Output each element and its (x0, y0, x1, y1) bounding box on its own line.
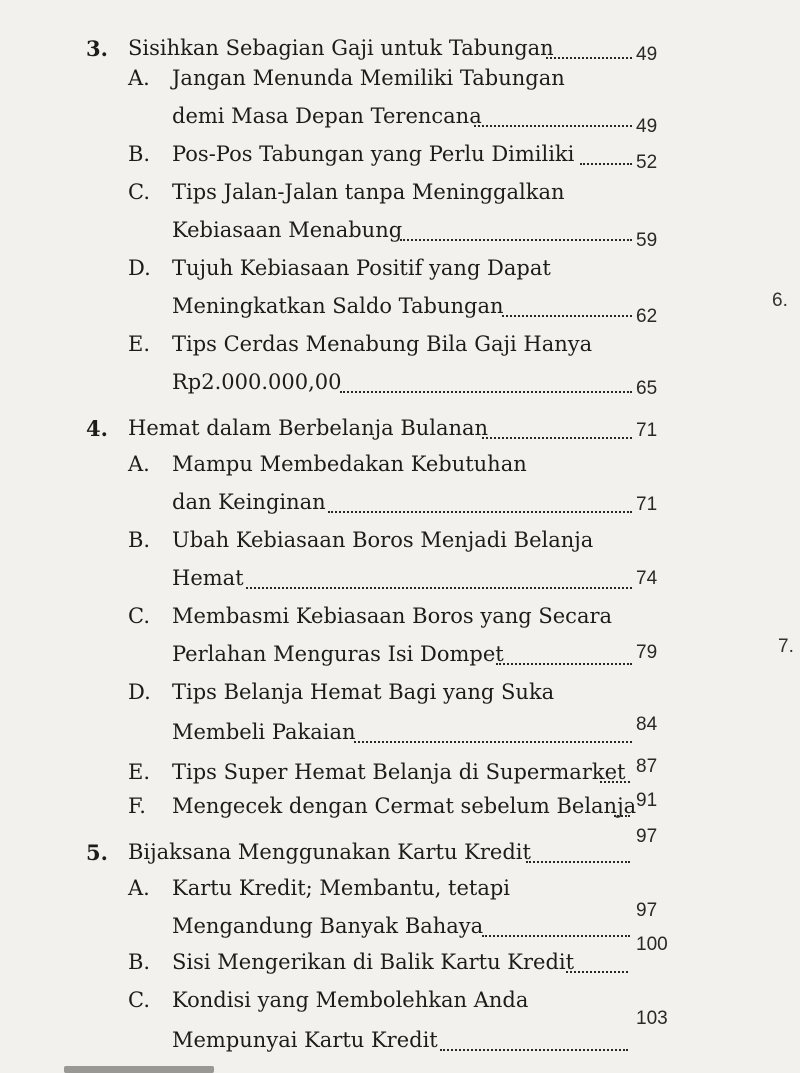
toc-section-4b-line1[interactable] (0, 526, 800, 562)
dot-leader (580, 163, 632, 165)
toc-chapter-4[interactable] (0, 414, 800, 450)
section-title-cont: Mengandung Banyak Bahaya (172, 914, 484, 938)
toc-section-3a-line1[interactable] (0, 64, 800, 100)
dot-leader (546, 57, 632, 59)
dot-leader (354, 741, 632, 743)
toc-chapter-5[interactable] (0, 826, 800, 874)
dot-leader (600, 781, 630, 783)
section-letter: D. (128, 680, 151, 704)
dot-leader (246, 587, 632, 589)
toc-section-4c-line2[interactable] (0, 640, 800, 676)
section-title: Tips Cerdas Menabung Bila Gaji Hanya (172, 332, 593, 356)
section-letter: B. (128, 528, 151, 552)
section-title-cont: demi Masa Depan Terencana (172, 104, 482, 128)
section-title-cont: Perlahan Menguras Isi Dompet (172, 642, 504, 666)
page-number: 100 (636, 934, 668, 955)
margin-marker-6: 6. (772, 290, 788, 311)
section-letter: F. (128, 794, 146, 818)
toc-section-4a-line2[interactable] (0, 488, 800, 524)
page-number: 52 (636, 152, 658, 173)
section-title-cont: Mempunyai Kartu Kredit (172, 1028, 438, 1052)
section-title-cont: Rp2.000.000,00 (172, 370, 342, 394)
page-number: 84 (636, 714, 658, 735)
section-title: Kondisi yang Membolehkan Anda (172, 988, 529, 1012)
section-title-cont: dan Keinginan (172, 490, 326, 514)
page-number: 65 (636, 378, 658, 399)
section-letter: C. (128, 604, 150, 628)
section-title-cont: Kebiasaan Menabung (172, 218, 403, 242)
toc-section-5c-line2[interactable] (0, 1008, 800, 1062)
toc-section-3d-line1[interactable] (0, 254, 800, 290)
toc-section-5a-line2[interactable] (0, 900, 800, 948)
page-number: 62 (636, 306, 658, 327)
section-letter: E. (128, 332, 151, 356)
toc-section-4e[interactable] (0, 758, 800, 794)
section-title: Tips Belanja Hemat Bagi yang Suka (172, 680, 555, 704)
section-title: Sisi Mengerikan di Balik Kartu Kredit (172, 950, 575, 974)
section-letter: B. (128, 950, 151, 974)
toc-section-3c-line1[interactable] (0, 178, 800, 214)
page-number: 49 (636, 116, 658, 137)
section-title: Tips Jalan-Jalan tanpa Meninggalkan (172, 180, 565, 204)
page-number: 97 (636, 826, 658, 847)
section-letter: A. (128, 452, 150, 476)
dot-leader (502, 315, 632, 317)
dot-leader (526, 861, 630, 863)
dot-leader (474, 125, 632, 127)
chapter-title: Bijaksana Menggunakan Kartu Kredit (128, 840, 531, 864)
page-number: 59 (636, 230, 658, 251)
section-letter: A. (128, 66, 150, 90)
section-title: Tujuh Kebiasaan Positif yang Dapat (172, 256, 551, 280)
section-title: Kartu Kredit; Membantu, tetapi (172, 876, 511, 900)
chapter-title: Sisihkan Sebagian Gaji untuk Tabungan (128, 36, 554, 60)
dot-leader (482, 935, 630, 937)
page-number: 91 (636, 790, 658, 811)
section-letter: C. (128, 988, 150, 1012)
toc-section-3d-line2[interactable] (0, 292, 800, 328)
toc-section-5c-line1[interactable] (0, 986, 800, 1022)
section-title: Mengecek dengan Cermat sebelum Belanja (172, 794, 637, 818)
section-letter: E. (128, 760, 151, 784)
dot-leader (440, 1049, 628, 1051)
chapter-number: 5. (86, 840, 108, 865)
page-number: 97 (636, 900, 658, 921)
toc-section-4b-line2[interactable] (0, 564, 800, 600)
section-title: Jangan Menunda Memiliki Tabungan (172, 66, 565, 90)
toc-section-5a-line1[interactable] (0, 874, 800, 910)
section-title-cont: Hemat (172, 566, 244, 590)
margin-marker-7: 7. (778, 636, 794, 657)
section-title: Ubah Kebiasaan Boros Menjadi Belanja (172, 528, 594, 552)
toc-section-5b[interactable] (0, 934, 800, 984)
page-number: 103 (636, 1008, 668, 1029)
page-number: 71 (636, 494, 658, 515)
toc-section-4d-line1[interactable] (0, 678, 800, 714)
dot-leader (496, 663, 632, 665)
bottom-edge-bar (64, 1066, 214, 1073)
toc-section-3a-line2[interactable] (0, 102, 800, 138)
page-number: 49 (636, 44, 658, 65)
section-title-cont: Membeli Pakaian (172, 720, 356, 744)
toc-section-3e-line1[interactable] (0, 330, 800, 366)
dot-leader (328, 511, 632, 513)
section-title: Tips Super Hemat Belanja di Supermarket (172, 760, 626, 784)
toc-section-4f[interactable] (0, 792, 800, 828)
section-title-cont: Meningkatkan Saldo Tabungan (172, 294, 504, 318)
page-number: 87 (636, 756, 658, 777)
dot-leader (340, 391, 632, 393)
dot-leader (482, 437, 632, 439)
dot-leader (566, 971, 628, 973)
chapter-number: 4. (86, 416, 108, 441)
chapter-title: Hemat dalam Berbelanja Bulanan (128, 416, 489, 440)
page-number: 79 (636, 642, 658, 663)
toc-section-4c-line1[interactable] (0, 602, 800, 638)
section-letter: B. (128, 142, 151, 166)
section-title: Mampu Membedakan Kebutuhan (172, 452, 527, 476)
toc-section-4d-line2[interactable] (0, 714, 800, 754)
page-number: 71 (636, 420, 658, 441)
toc-section-3b[interactable] (0, 140, 800, 176)
page-number: 74 (636, 568, 658, 589)
toc-section-3c-line2[interactable] (0, 216, 800, 252)
section-letter: A. (128, 876, 150, 900)
toc-section-4a-line1[interactable] (0, 450, 800, 486)
section-title: Membasmi Kebiasaan Boros yang Secara (172, 604, 613, 628)
toc-section-3e-line2[interactable] (0, 368, 800, 404)
section-letter: C. (128, 180, 150, 204)
dot-leader (400, 239, 632, 241)
section-title: Pos-Pos Tabungan yang Perlu Dimiliki (172, 142, 575, 166)
chapter-number: 3. (86, 36, 108, 61)
section-letter: D. (128, 256, 151, 280)
dot-leader (614, 815, 630, 817)
